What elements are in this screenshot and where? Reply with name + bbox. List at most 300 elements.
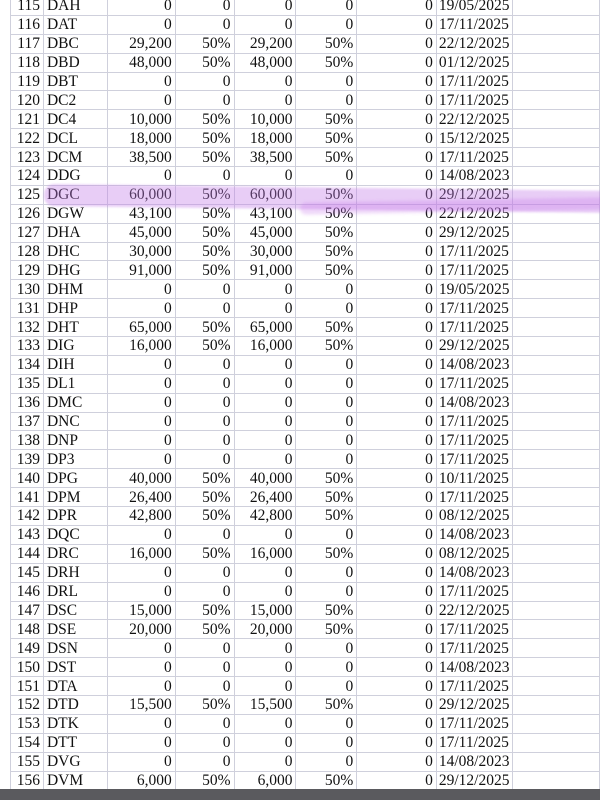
value-2-cell[interactable]: 65,000 [234, 318, 296, 337]
date-cell[interactable]: 22/12/2025 [436, 110, 513, 129]
value-2-cell[interactable]: 60,000 [234, 185, 296, 204]
value-3-cell[interactable]: 0 [357, 677, 437, 696]
empty-cell[interactable] [513, 658, 600, 677]
percent-1-cell[interactable]: 50% [175, 601, 234, 620]
percent-1-cell[interactable]: 50% [175, 261, 234, 280]
value-3-cell[interactable]: 0 [357, 374, 437, 393]
percent-2-cell[interactable]: 0 [296, 0, 357, 15]
value-2-cell[interactable]: 0 [234, 0, 296, 15]
value-1-cell[interactable]: 0 [107, 374, 175, 393]
empty-cell[interactable] [513, 639, 600, 658]
row-number-cell[interactable]: 141 [11, 488, 44, 507]
empty-cell[interactable] [513, 582, 600, 601]
percent-1-cell[interactable]: 0 [175, 677, 234, 696]
value-3-cell[interactable]: 0 [357, 733, 437, 752]
ticker-code-cell[interactable]: DAH [43, 0, 107, 15]
percent-2-cell[interactable]: 0 [296, 431, 357, 450]
percent-2-cell[interactable]: 50% [296, 261, 357, 280]
ticker-code-cell[interactable]: DC4 [43, 110, 107, 129]
ticker-code-cell[interactable]: DC2 [43, 91, 107, 110]
date-cell[interactable]: 17/11/2025 [436, 582, 513, 601]
percent-1-cell[interactable]: 50% [175, 223, 234, 242]
value-3-cell[interactable]: 0 [357, 582, 437, 601]
empty-cell[interactable] [513, 412, 600, 431]
row-number-cell[interactable]: 126 [11, 204, 44, 223]
value-2-cell[interactable]: 16,000 [234, 544, 296, 563]
value-1-cell[interactable]: 45,000 [107, 223, 175, 242]
ticker-code-cell[interactable]: DP3 [43, 450, 107, 469]
row-number-cell[interactable]: 150 [11, 658, 44, 677]
percent-1-cell[interactable]: 0 [175, 752, 234, 771]
row-number-cell[interactable]: 125 [11, 185, 44, 204]
value-1-cell[interactable]: 43,100 [107, 204, 175, 223]
row-number-cell[interactable]: 123 [11, 148, 44, 167]
percent-1-cell[interactable]: 50% [175, 544, 234, 563]
ticker-code-cell[interactable]: DHM [43, 280, 107, 299]
value-1-cell[interactable]: 20,000 [107, 620, 175, 639]
value-3-cell[interactable]: 0 [357, 223, 437, 242]
row-number-cell[interactable]: 120 [11, 91, 44, 110]
value-3-cell[interactable]: 0 [357, 280, 437, 299]
value-1-cell[interactable]: 16,000 [107, 544, 175, 563]
value-3-cell[interactable]: 0 [357, 129, 437, 148]
row-number-cell[interactable]: 147 [11, 601, 44, 620]
date-cell[interactable]: 19/05/2025 [436, 280, 513, 299]
percent-2-cell[interactable]: 50% [296, 223, 357, 242]
percent-1-cell[interactable]: 50% [175, 148, 234, 167]
ticker-code-cell[interactable]: DVM [43, 771, 107, 790]
value-1-cell[interactable]: 6,000 [107, 771, 175, 790]
value-1-cell[interactable]: 0 [107, 752, 175, 771]
row-number-cell[interactable]: 129 [11, 261, 44, 280]
value-1-cell[interactable]: 26,400 [107, 488, 175, 507]
value-2-cell[interactable]: 40,000 [234, 469, 296, 488]
percent-1-cell[interactable]: 0 [175, 658, 234, 677]
percent-1-cell[interactable]: 50% [175, 771, 234, 790]
ticker-code-cell[interactable]: DMC [43, 393, 107, 412]
percent-2-cell[interactable]: 50% [296, 337, 357, 356]
ticker-code-cell[interactable]: DBT [43, 72, 107, 91]
value-2-cell[interactable]: 0 [234, 393, 296, 412]
value-1-cell[interactable]: 0 [107, 355, 175, 374]
ticker-code-cell[interactable]: DTK [43, 714, 107, 733]
date-cell[interactable]: 17/11/2025 [436, 15, 513, 34]
date-cell[interactable]: 14/08/2023 [436, 752, 513, 771]
value-3-cell[interactable]: 0 [357, 204, 437, 223]
value-1-cell[interactable]: 0 [107, 431, 175, 450]
date-cell[interactable]: 14/08/2023 [436, 355, 513, 374]
value-1-cell[interactable]: 0 [107, 677, 175, 696]
percent-1-cell[interactable]: 0 [175, 431, 234, 450]
empty-cell[interactable] [513, 714, 600, 733]
value-1-cell[interactable]: 0 [107, 72, 175, 91]
empty-cell[interactable] [513, 431, 600, 450]
value-3-cell[interactable]: 0 [357, 242, 437, 261]
date-cell[interactable]: 17/11/2025 [436, 412, 513, 431]
date-cell[interactable]: 17/11/2025 [436, 714, 513, 733]
row-number-cell[interactable]: 130 [11, 280, 44, 299]
ticker-code-cell[interactable]: DTD [43, 695, 107, 714]
percent-1-cell[interactable]: 50% [175, 620, 234, 639]
ticker-code-cell[interactable]: DRH [43, 563, 107, 582]
date-cell[interactable]: 29/12/2025 [436, 771, 513, 790]
percent-1-cell[interactable]: 0 [175, 525, 234, 544]
ticker-code-cell[interactable]: DBD [43, 53, 107, 72]
row-number-cell[interactable]: 119 [11, 72, 44, 91]
ticker-code-cell[interactable]: DGW [43, 204, 107, 223]
value-2-cell[interactable]: 29,200 [234, 34, 296, 53]
date-cell[interactable]: 17/11/2025 [436, 450, 513, 469]
row-number-cell[interactable]: 135 [11, 374, 44, 393]
ticker-code-cell[interactable]: DSC [43, 601, 107, 620]
value-3-cell[interactable]: 0 [357, 601, 437, 620]
ticker-code-cell[interactable]: DQC [43, 525, 107, 544]
value-3-cell[interactable]: 0 [357, 185, 437, 204]
row-number-cell[interactable]: 117 [11, 34, 44, 53]
date-cell[interactable]: 01/12/2025 [436, 53, 513, 72]
value-1-cell[interactable]: 0 [107, 167, 175, 186]
value-3-cell[interactable]: 0 [357, 53, 437, 72]
ticker-code-cell[interactable]: DVG [43, 752, 107, 771]
ticker-code-cell[interactable]: DL1 [43, 374, 107, 393]
value-1-cell[interactable]: 0 [107, 582, 175, 601]
percent-1-cell[interactable]: 0 [175, 714, 234, 733]
value-2-cell[interactable]: 91,000 [234, 261, 296, 280]
value-2-cell[interactable]: 0 [234, 355, 296, 374]
empty-cell[interactable] [513, 129, 600, 148]
ticker-code-cell[interactable]: DIG [43, 337, 107, 356]
date-cell[interactable]: 22/12/2025 [436, 34, 513, 53]
percent-1-cell[interactable]: 50% [175, 507, 234, 526]
ticker-code-cell[interactable]: DPM [43, 488, 107, 507]
percent-1-cell[interactable]: 50% [175, 110, 234, 129]
value-2-cell[interactable]: 0 [234, 91, 296, 110]
value-2-cell[interactable]: 0 [234, 525, 296, 544]
row-number-cell[interactable]: 121 [11, 110, 44, 129]
percent-2-cell[interactable]: 50% [296, 34, 357, 53]
value-1-cell[interactable]: 0 [107, 91, 175, 110]
empty-cell[interactable] [513, 148, 600, 167]
value-1-cell[interactable]: 65,000 [107, 318, 175, 337]
value-3-cell[interactable]: 0 [357, 469, 437, 488]
value-3-cell[interactable]: 0 [357, 771, 437, 790]
value-2-cell[interactable]: 0 [234, 72, 296, 91]
value-2-cell[interactable]: 0 [234, 563, 296, 582]
value-1-cell[interactable]: 10,000 [107, 110, 175, 129]
ticker-code-cell[interactable]: DCL [43, 129, 107, 148]
date-cell[interactable]: 29/12/2025 [436, 695, 513, 714]
percent-2-cell[interactable]: 50% [296, 507, 357, 526]
value-2-cell[interactable]: 15,000 [234, 601, 296, 620]
row-number-cell[interactable]: 127 [11, 223, 44, 242]
value-3-cell[interactable]: 0 [357, 167, 437, 186]
empty-cell[interactable] [513, 167, 600, 186]
empty-cell[interactable] [513, 299, 600, 318]
percent-2-cell[interactable]: 0 [296, 393, 357, 412]
empty-cell[interactable] [513, 544, 600, 563]
empty-cell[interactable] [513, 677, 600, 696]
date-cell[interactable]: 14/08/2023 [436, 167, 513, 186]
value-3-cell[interactable]: 0 [357, 0, 437, 15]
date-cell[interactable]: 22/12/2025 [436, 204, 513, 223]
date-cell[interactable]: 29/12/2025 [436, 185, 513, 204]
value-2-cell[interactable]: 0 [234, 733, 296, 752]
row-number-cell[interactable]: 140 [11, 469, 44, 488]
percent-1-cell[interactable]: 0 [175, 374, 234, 393]
percent-1-cell[interactable]: 50% [175, 185, 234, 204]
empty-cell[interactable] [513, 393, 600, 412]
value-3-cell[interactable]: 0 [357, 507, 437, 526]
value-3-cell[interactable]: 0 [357, 318, 437, 337]
empty-cell[interactable] [513, 185, 600, 204]
value-2-cell[interactable]: 0 [234, 714, 296, 733]
percent-1-cell[interactable]: 50% [175, 469, 234, 488]
percent-2-cell[interactable]: 0 [296, 280, 357, 299]
date-cell[interactable]: 17/11/2025 [436, 733, 513, 752]
percent-1-cell[interactable]: 50% [175, 337, 234, 356]
value-3-cell[interactable]: 0 [357, 261, 437, 280]
value-3-cell[interactable]: 0 [357, 337, 437, 356]
ticker-code-cell[interactable]: DGC [43, 185, 107, 204]
empty-cell[interactable] [513, 752, 600, 771]
percent-2-cell[interactable]: 0 [296, 525, 357, 544]
percent-2-cell[interactable]: 0 [296, 374, 357, 393]
percent-1-cell[interactable]: 0 [175, 167, 234, 186]
percent-1-cell[interactable]: 50% [175, 318, 234, 337]
row-number-cell[interactable]: 145 [11, 563, 44, 582]
percent-1-cell[interactable]: 0 [175, 563, 234, 582]
empty-cell[interactable] [513, 733, 600, 752]
value-3-cell[interactable]: 0 [357, 431, 437, 450]
value-2-cell[interactable]: 16,000 [234, 337, 296, 356]
row-number-cell[interactable]: 136 [11, 393, 44, 412]
percent-1-cell[interactable]: 50% [175, 34, 234, 53]
ticker-code-cell[interactable]: DTT [43, 733, 107, 752]
value-1-cell[interactable]: 91,000 [107, 261, 175, 280]
empty-cell[interactable] [513, 110, 600, 129]
row-number-cell[interactable]: 134 [11, 355, 44, 374]
value-2-cell[interactable]: 26,400 [234, 488, 296, 507]
percent-1-cell[interactable]: 50% [175, 129, 234, 148]
value-1-cell[interactable]: 0 [107, 450, 175, 469]
percent-2-cell[interactable]: 50% [296, 204, 357, 223]
empty-cell[interactable] [513, 695, 600, 714]
value-3-cell[interactable]: 0 [357, 450, 437, 469]
ticker-code-cell[interactable]: DHA [43, 223, 107, 242]
percent-2-cell[interactable]: 0 [296, 167, 357, 186]
percent-2-cell[interactable]: 0 [296, 563, 357, 582]
value-1-cell[interactable]: 60,000 [107, 185, 175, 204]
value-3-cell[interactable]: 0 [357, 639, 437, 658]
value-3-cell[interactable]: 0 [357, 72, 437, 91]
value-2-cell[interactable]: 0 [234, 639, 296, 658]
percent-2-cell[interactable]: 0 [296, 733, 357, 752]
empty-cell[interactable] [513, 242, 600, 261]
percent-2-cell[interactable]: 50% [296, 148, 357, 167]
empty-cell[interactable] [513, 15, 600, 34]
value-3-cell[interactable]: 0 [357, 544, 437, 563]
percent-1-cell[interactable]: 0 [175, 355, 234, 374]
percent-1-cell[interactable]: 0 [175, 450, 234, 469]
empty-cell[interactable] [513, 0, 600, 15]
row-number-cell[interactable]: 128 [11, 242, 44, 261]
value-1-cell[interactable]: 0 [107, 658, 175, 677]
ticker-code-cell[interactable]: DNP [43, 431, 107, 450]
empty-cell[interactable] [513, 525, 600, 544]
value-2-cell[interactable]: 0 [234, 412, 296, 431]
empty-cell[interactable] [513, 771, 600, 790]
value-1-cell[interactable]: 0 [107, 733, 175, 752]
row-number-cell[interactable]: 146 [11, 582, 44, 601]
value-3-cell[interactable]: 0 [357, 148, 437, 167]
value-1-cell[interactable]: 0 [107, 412, 175, 431]
percent-2-cell[interactable]: 0 [296, 450, 357, 469]
percent-2-cell[interactable]: 0 [296, 299, 357, 318]
ticker-code-cell[interactable]: DDG [43, 167, 107, 186]
row-number-cell[interactable]: 133 [11, 337, 44, 356]
row-number-cell[interactable]: 138 [11, 431, 44, 450]
date-cell[interactable]: 17/11/2025 [436, 72, 513, 91]
value-1-cell[interactable]: 0 [107, 639, 175, 658]
ticker-code-cell[interactable]: DST [43, 658, 107, 677]
empty-cell[interactable] [513, 563, 600, 582]
date-cell[interactable]: 29/12/2025 [436, 337, 513, 356]
ticker-code-cell[interactable]: DAT [43, 15, 107, 34]
date-cell[interactable]: 08/12/2025 [436, 507, 513, 526]
percent-2-cell[interactable]: 50% [296, 771, 357, 790]
row-number-cell[interactable]: 131 [11, 299, 44, 318]
percent-2-cell[interactable]: 0 [296, 658, 357, 677]
empty-cell[interactable] [513, 204, 600, 223]
percent-2-cell[interactable]: 50% [296, 469, 357, 488]
ticker-code-cell[interactable]: DRC [43, 544, 107, 563]
row-number-cell[interactable]: 153 [11, 714, 44, 733]
ticker-code-cell[interactable]: DIH [43, 355, 107, 374]
row-number-cell[interactable]: 132 [11, 318, 44, 337]
value-3-cell[interactable]: 0 [357, 34, 437, 53]
row-number-cell[interactable]: 122 [11, 129, 44, 148]
ticker-code-cell[interactable]: DNC [43, 412, 107, 431]
percent-2-cell[interactable]: 50% [296, 695, 357, 714]
date-cell[interactable]: 17/11/2025 [436, 299, 513, 318]
value-2-cell[interactable]: 20,000 [234, 620, 296, 639]
value-3-cell[interactable]: 0 [357, 620, 437, 639]
empty-cell[interactable] [513, 355, 600, 374]
value-1-cell[interactable]: 0 [107, 280, 175, 299]
percent-1-cell[interactable]: 50% [175, 695, 234, 714]
value-2-cell[interactable]: 18,000 [234, 129, 296, 148]
date-cell[interactable]: 17/11/2025 [436, 148, 513, 167]
percent-2-cell[interactable]: 0 [296, 714, 357, 733]
percent-2-cell[interactable]: 50% [296, 129, 357, 148]
value-3-cell[interactable]: 0 [357, 752, 437, 771]
value-2-cell[interactable]: 6,000 [234, 771, 296, 790]
value-2-cell[interactable]: 43,100 [234, 204, 296, 223]
ticker-code-cell[interactable]: DHG [43, 261, 107, 280]
row-number-cell[interactable]: 144 [11, 544, 44, 563]
value-3-cell[interactable]: 0 [357, 488, 437, 507]
value-1-cell[interactable]: 15,000 [107, 601, 175, 620]
percent-2-cell[interactable]: 50% [296, 318, 357, 337]
value-1-cell[interactable]: 42,800 [107, 507, 175, 526]
date-cell[interactable]: 14/08/2023 [436, 393, 513, 412]
percent-2-cell[interactable]: 50% [296, 620, 357, 639]
value-2-cell[interactable]: 15,500 [234, 695, 296, 714]
value-3-cell[interactable]: 0 [357, 15, 437, 34]
ticker-code-cell[interactable]: DSN [43, 639, 107, 658]
date-cell[interactable]: 10/11/2025 [436, 469, 513, 488]
empty-cell[interactable] [513, 601, 600, 620]
row-number-cell[interactable]: 124 [11, 167, 44, 186]
row-number-cell[interactable]: 156 [11, 771, 44, 790]
date-cell[interactable]: 29/12/2025 [436, 223, 513, 242]
percent-2-cell[interactable]: 0 [296, 412, 357, 431]
row-number-cell[interactable]: 143 [11, 525, 44, 544]
ticker-code-cell[interactable]: DCM [43, 148, 107, 167]
percent-2-cell[interactable]: 0 [296, 72, 357, 91]
ticker-code-cell[interactable]: DTA [43, 677, 107, 696]
value-2-cell[interactable]: 42,800 [234, 507, 296, 526]
empty-cell[interactable] [513, 280, 600, 299]
value-2-cell[interactable]: 30,000 [234, 242, 296, 261]
percent-2-cell[interactable]: 0 [296, 752, 357, 771]
row-number-cell[interactable]: 137 [11, 412, 44, 431]
percent-2-cell[interactable]: 0 [296, 639, 357, 658]
value-2-cell[interactable]: 0 [234, 280, 296, 299]
empty-cell[interactable] [513, 91, 600, 110]
value-1-cell[interactable]: 0 [107, 299, 175, 318]
percent-2-cell[interactable]: 0 [296, 355, 357, 374]
percent-2-cell[interactable]: 0 [296, 91, 357, 110]
value-1-cell[interactable]: 0 [107, 525, 175, 544]
percent-1-cell[interactable]: 0 [175, 582, 234, 601]
value-2-cell[interactable]: 38,500 [234, 148, 296, 167]
percent-2-cell[interactable]: 50% [296, 488, 357, 507]
value-1-cell[interactable]: 0 [107, 15, 175, 34]
percent-1-cell[interactable]: 0 [175, 280, 234, 299]
row-number-cell[interactable]: 155 [11, 752, 44, 771]
percent-2-cell[interactable]: 50% [296, 242, 357, 261]
date-cell[interactable]: 22/12/2025 [436, 601, 513, 620]
percent-1-cell[interactable]: 0 [175, 15, 234, 34]
empty-cell[interactable] [513, 469, 600, 488]
value-2-cell[interactable]: 10,000 [234, 110, 296, 129]
value-2-cell[interactable]: 45,000 [234, 223, 296, 242]
value-2-cell[interactable]: 0 [234, 15, 296, 34]
value-2-cell[interactable]: 0 [234, 677, 296, 696]
value-2-cell[interactable]: 48,000 [234, 53, 296, 72]
value-3-cell[interactable]: 0 [357, 658, 437, 677]
row-number-cell[interactable]: 139 [11, 450, 44, 469]
date-cell[interactable]: 17/11/2025 [436, 620, 513, 639]
date-cell[interactable]: 17/11/2025 [436, 261, 513, 280]
empty-cell[interactable] [513, 223, 600, 242]
percent-2-cell[interactable]: 50% [296, 601, 357, 620]
percent-1-cell[interactable]: 50% [175, 242, 234, 261]
value-1-cell[interactable]: 16,000 [107, 337, 175, 356]
percent-2-cell[interactable]: 50% [296, 53, 357, 72]
percent-2-cell[interactable]: 0 [296, 15, 357, 34]
ticker-code-cell[interactable]: DRL [43, 582, 107, 601]
value-3-cell[interactable]: 0 [357, 355, 437, 374]
percent-1-cell[interactable]: 0 [175, 72, 234, 91]
date-cell[interactable]: 17/11/2025 [436, 677, 513, 696]
date-cell[interactable]: 08/12/2025 [436, 544, 513, 563]
value-1-cell[interactable]: 29,200 [107, 34, 175, 53]
value-2-cell[interactable]: 0 [234, 658, 296, 677]
value-1-cell[interactable]: 18,000 [107, 129, 175, 148]
ticker-code-cell[interactable]: DPR [43, 507, 107, 526]
